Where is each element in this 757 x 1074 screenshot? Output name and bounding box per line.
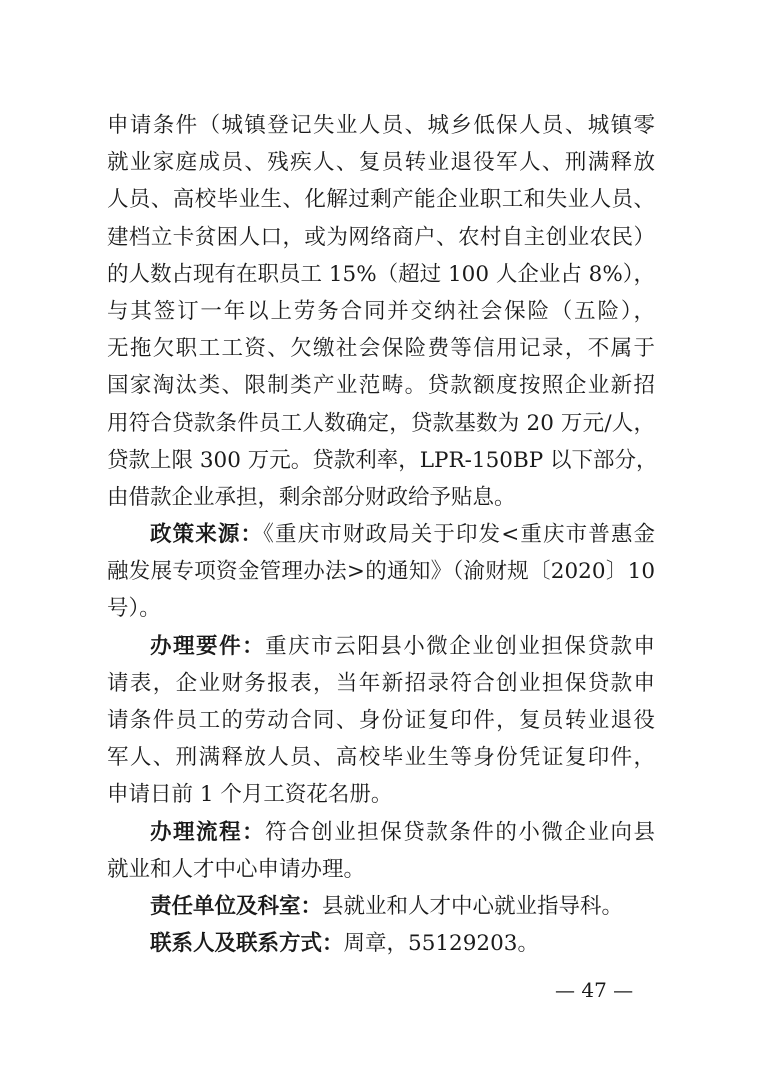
- section-text: 《重庆市财政局关于印发<重庆市普惠金: [263, 522, 655, 548]
- text-line: 国家淘汰类、限制类产业范畴。贷款额度按照企业新招: [107, 373, 655, 399]
- section-label-required-documents: 办理要件：: [150, 633, 266, 659]
- text-line: 用符合贷款条件员工人数确定，贷款基数为 20 万元/人，: [107, 410, 655, 436]
- section-text: 符合创业担保贷款条件的小微企业向县: [265, 819, 655, 845]
- text-line: 的人数占现有在职员工 15%（超过 100 人企业占 8%），: [107, 261, 656, 287]
- text-line: [107, 814, 655, 851]
- paragraph-conditions: [107, 107, 658, 516]
- text-line: 号）。: [107, 596, 161, 622]
- section-label-responsible-unit: 责任单位及科室：: [150, 893, 323, 919]
- text-line: [107, 628, 655, 665]
- section-text: 重庆市云阳县小微企业创业担保贷款申: [265, 633, 655, 659]
- text-line: 无拖欠职工工资、欠缴社会保险费等信用记录，不属于: [107, 336, 655, 362]
- text-line: 请条件员工的劳动合同、身份证复印件，复员转业退役: [107, 708, 655, 733]
- page-number: — 47 —: [555, 978, 634, 1002]
- text-line: 军人、刑满释放人员、高校毕业生等身份凭证复印件，: [107, 745, 655, 771]
- document-body: [107, 107, 658, 962]
- paragraph-policy-source: [107, 516, 655, 628]
- paragraph-responsible-unit: [107, 888, 655, 925]
- section-label-contact: 联系人及联系方式：: [150, 931, 344, 957]
- text-line: 贷款上限 300 万元。贷款利率，LPR-150BP 以下部分，: [107, 447, 658, 473]
- section-text: 周章，55129203。: [343, 931, 539, 957]
- text-line: 申请条件（城镇登记失业人员、城乡低保人员、城镇零: [107, 113, 655, 138]
- section-text: 县就业和人才中心就业指导科。: [322, 893, 624, 919]
- paragraph-procedure: [107, 814, 655, 888]
- text-line: 就业和人才中心申请办理。: [107, 856, 366, 882]
- text-line: 融发展专项资金管理办法>的通知》（渝财规〔2020〕10: [107, 559, 655, 585]
- text-line: 请表，企业财务报表，当年新招录符合创业担保贷款申: [107, 670, 655, 696]
- paragraph-required-documents: [107, 628, 655, 814]
- section-label-policy-source: 政策来源：: [150, 522, 264, 548]
- text-line: 与其签订一年以上劳务合同并交纳社会保险（五险），: [107, 298, 655, 324]
- text-line: [107, 516, 655, 553]
- text-line: [107, 925, 655, 962]
- text-line: 申请日前 1 个月工资花名册。: [107, 782, 393, 808]
- text-line: 人员、高校毕业生、化解过剩产能企业职工和失业人员、: [107, 187, 655, 213]
- section-label-procedure: 办理流程：: [150, 819, 266, 845]
- text-line: [107, 888, 655, 925]
- paragraph-contact: [107, 925, 655, 962]
- text-line: 由借款企业承担，剩余部分财政给予贴息。: [107, 484, 516, 510]
- text-line: 建档立卡贫困人口，或为网络商户、农村自主创业农民）: [107, 224, 655, 250]
- text-line: 就业家庭成员、残疾人、复员转业退役军人、刑满释放: [107, 150, 655, 176]
